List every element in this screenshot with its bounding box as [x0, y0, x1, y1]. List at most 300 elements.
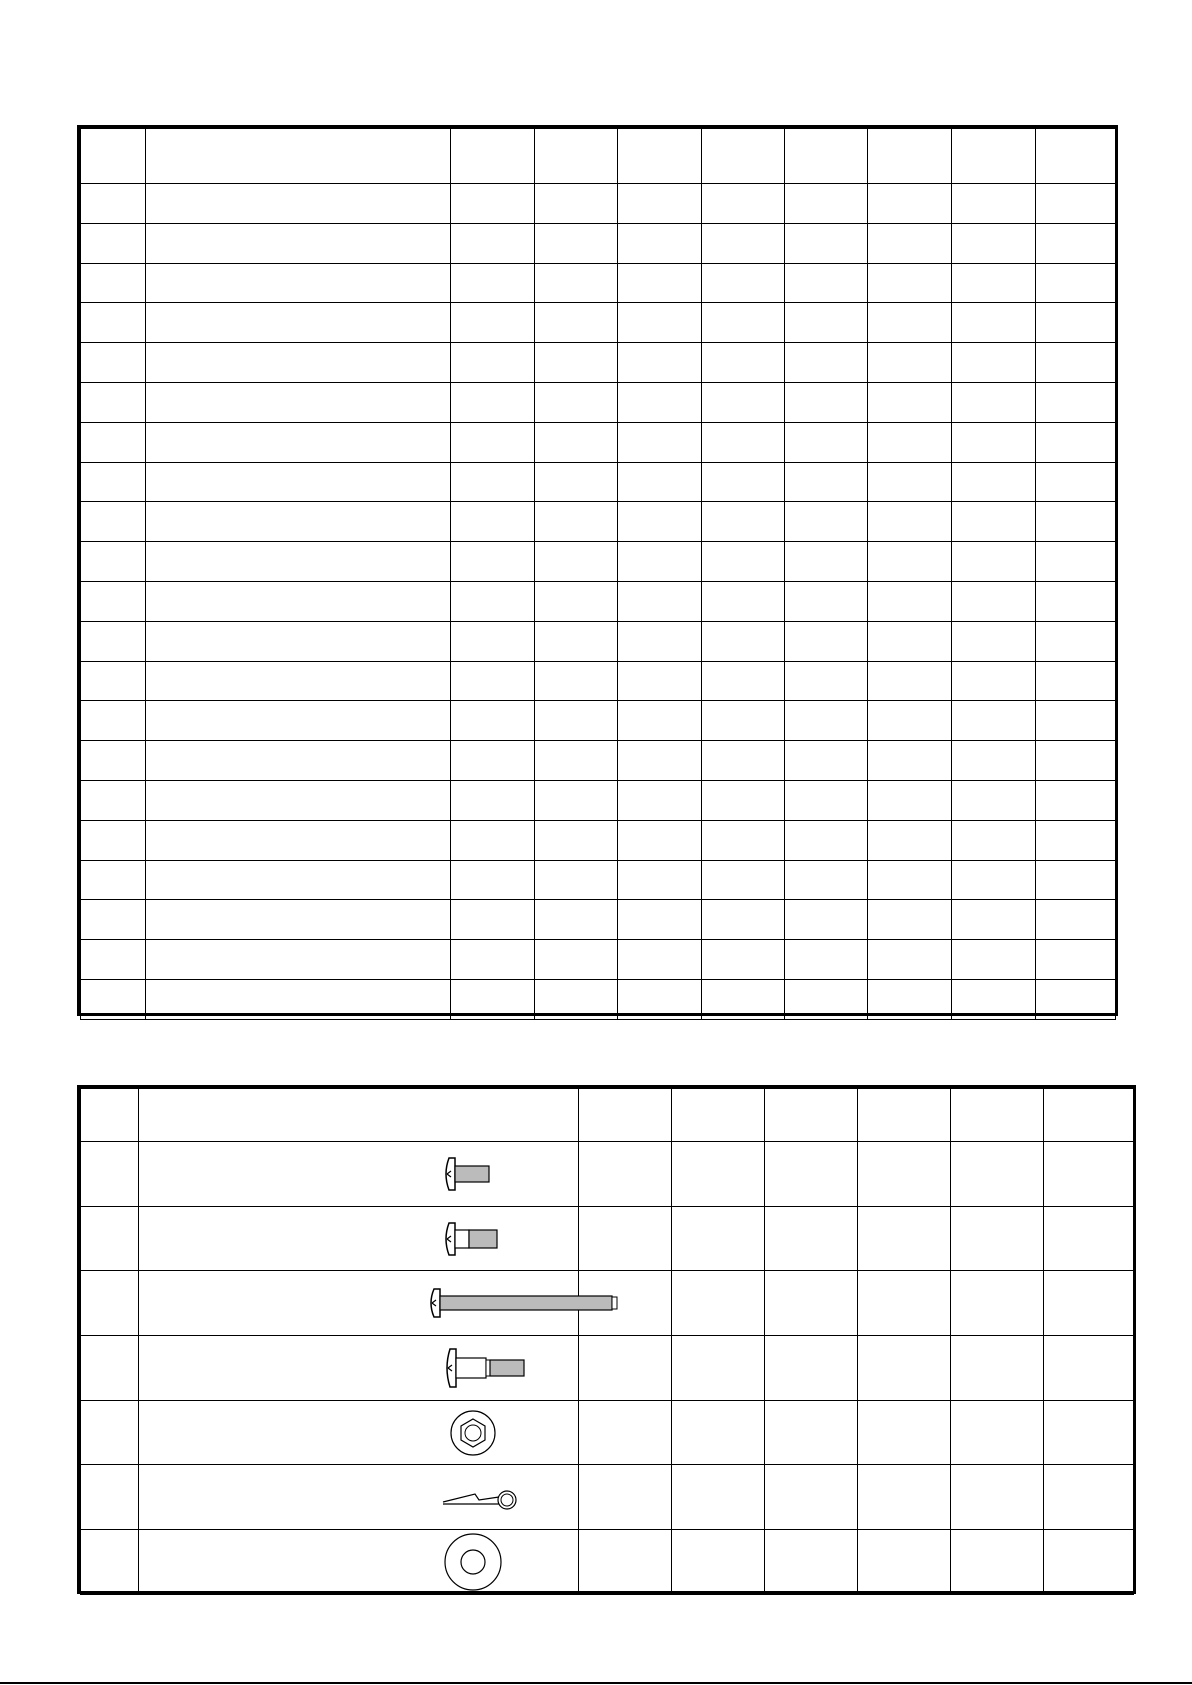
parts-cell [535, 343, 618, 383]
parts-cell [146, 621, 451, 661]
hardware-cell [1044, 1465, 1134, 1530]
parts-cell [785, 661, 868, 701]
parts-cell [785, 860, 868, 900]
parts-cell [952, 343, 1036, 383]
hardware-cell [765, 1206, 858, 1271]
parts-cell [535, 780, 618, 820]
parts-cell [451, 860, 535, 900]
hardware-cell [672, 1142, 765, 1207]
parts-cell [702, 900, 785, 940]
page-bottom-rule [0, 1682, 1192, 1684]
hardware-cell [858, 1465, 951, 1530]
parts-cell [146, 780, 451, 820]
hardware-cell [1044, 1400, 1134, 1465]
parts-cell [535, 701, 618, 741]
parts-cell [1036, 701, 1116, 741]
parts-cell [146, 979, 451, 1019]
parts-cell [146, 581, 451, 621]
parts-cell [146, 303, 451, 343]
parts-header-cell [868, 129, 952, 184]
parts-header-cell [702, 129, 785, 184]
parts-cell [785, 382, 868, 422]
parts-cell [702, 741, 785, 781]
parts-cell [146, 263, 451, 303]
hardware-cell [672, 1206, 765, 1271]
table-row [81, 1465, 1134, 1530]
parts-cell [451, 223, 535, 263]
parts-cell [868, 581, 952, 621]
parts-cell [1036, 382, 1116, 422]
parts-cell [702, 661, 785, 701]
parts-cell [702, 979, 785, 1019]
parts-cell [618, 940, 702, 980]
hardware-header-cell [139, 1089, 579, 1142]
table-row [81, 741, 1116, 781]
hardware-cell [672, 1271, 765, 1336]
parts-cell [451, 343, 535, 383]
parts-cell [952, 223, 1036, 263]
parts-cell [618, 502, 702, 542]
table-row [81, 1336, 1134, 1401]
table-row [81, 820, 1116, 860]
parts-cell [702, 422, 785, 462]
parts-cell [1036, 502, 1116, 542]
parts-cell [535, 820, 618, 860]
table-row [81, 701, 1116, 741]
parts-cell [1036, 621, 1116, 661]
parts-cell [535, 661, 618, 701]
parts-cell [1036, 462, 1116, 502]
parts-cell [702, 780, 785, 820]
parts-cell [146, 820, 451, 860]
table-row [81, 940, 1116, 980]
table-row [81, 502, 1116, 542]
parts-cell [1036, 860, 1116, 900]
hardware-header-cell [81, 1089, 139, 1142]
parts-header-cell [618, 129, 702, 184]
parts-cell [868, 462, 952, 502]
parts-cell [618, 860, 702, 900]
parts-cell [451, 741, 535, 781]
parts-cell [702, 581, 785, 621]
parts-cell [868, 303, 952, 343]
parts-cell [146, 661, 451, 701]
hardware-cell [672, 1400, 765, 1465]
parts-cell [868, 900, 952, 940]
parts-cell [535, 542, 618, 582]
parts-cell [81, 621, 146, 661]
parts-header-cell [535, 129, 618, 184]
parts-cell [451, 184, 535, 224]
parts-cell [618, 303, 702, 343]
hardware-description-cell [139, 1465, 579, 1530]
parts-cell [451, 462, 535, 502]
hardware-cell [951, 1206, 1044, 1271]
parts-cell [451, 263, 535, 303]
parts-cell [952, 860, 1036, 900]
hardware-cell [951, 1465, 1044, 1530]
parts-cell [952, 820, 1036, 860]
parts-cell [146, 860, 451, 900]
hardware-description-cell [139, 1206, 579, 1271]
parts-cell [81, 900, 146, 940]
hardware-cell [579, 1530, 672, 1595]
table-row [81, 581, 1116, 621]
parts-cell [785, 422, 868, 462]
parts-cell [81, 581, 146, 621]
hardware-cell [81, 1400, 139, 1465]
hardware-table [77, 1085, 1136, 1594]
parts-cell [81, 303, 146, 343]
parts-cell [81, 741, 146, 781]
parts-cell [618, 820, 702, 860]
parts-cell [952, 979, 1036, 1019]
parts-cell [618, 542, 702, 582]
hardware-cell [579, 1336, 672, 1401]
parts-cell [535, 263, 618, 303]
hardware-cell [81, 1530, 139, 1595]
hardware-cell [672, 1530, 765, 1595]
parts-cell [81, 860, 146, 900]
hardware-cell [858, 1530, 951, 1595]
hardware-description-cell [139, 1271, 579, 1336]
parts-cell [702, 502, 785, 542]
parts-cell [868, 223, 952, 263]
parts-cell [451, 542, 535, 582]
parts-cell [868, 263, 952, 303]
table-row [81, 1206, 1134, 1271]
hardware-header-cell [951, 1089, 1044, 1142]
parts-cell [702, 701, 785, 741]
parts-cell [451, 979, 535, 1019]
parts-cell [618, 701, 702, 741]
hardware-cell [858, 1142, 951, 1207]
parts-cell [868, 860, 952, 900]
hardware-cell [951, 1271, 1044, 1336]
parts-cell [868, 422, 952, 462]
parts-cell [702, 343, 785, 383]
parts-cell [868, 940, 952, 980]
table-row [81, 661, 1116, 701]
parts-cell [618, 900, 702, 940]
parts-cell [868, 820, 952, 860]
hardware-cell [1044, 1206, 1134, 1271]
hardware-header-row [81, 1089, 1134, 1142]
parts-cell [1036, 343, 1116, 383]
table-row [81, 900, 1116, 940]
table-row [81, 184, 1116, 224]
parts-cell [146, 223, 451, 263]
table-row [81, 223, 1116, 263]
parts-cell [952, 303, 1036, 343]
parts-cell [451, 502, 535, 542]
parts-cell [785, 581, 868, 621]
parts-cell [451, 581, 535, 621]
hardware-cell [765, 1271, 858, 1336]
hardware-cell [765, 1336, 858, 1401]
parts-cell [1036, 184, 1116, 224]
hardware-cell [1044, 1271, 1134, 1336]
hardware-cell [765, 1400, 858, 1465]
hardware-cell [951, 1530, 1044, 1595]
parts-cell [146, 701, 451, 741]
parts-table [77, 125, 1118, 1016]
parts-cell [535, 741, 618, 781]
table-row [81, 979, 1116, 1019]
parts-cell [1036, 223, 1116, 263]
parts-cell [618, 184, 702, 224]
parts-cell [702, 382, 785, 422]
hardware-header-cell [858, 1089, 951, 1142]
hardware-cell [765, 1530, 858, 1595]
parts-cell [618, 621, 702, 661]
hardware-cell [81, 1142, 139, 1207]
table-row [81, 1271, 1134, 1336]
table-row [81, 303, 1116, 343]
parts-cell [618, 462, 702, 502]
parts-cell [146, 343, 451, 383]
parts-cell [952, 502, 1036, 542]
parts-cell [535, 382, 618, 422]
parts-cell [952, 940, 1036, 980]
parts-header-cell [952, 129, 1036, 184]
parts-cell [535, 462, 618, 502]
parts-cell [785, 780, 868, 820]
parts-cell [81, 940, 146, 980]
parts-cell [535, 184, 618, 224]
parts-cell [81, 462, 146, 502]
parts-cell [451, 900, 535, 940]
parts-cell [868, 502, 952, 542]
hardware-cell [1044, 1142, 1134, 1207]
parts-cell [952, 780, 1036, 820]
parts-cell [785, 820, 868, 860]
parts-header-cell [785, 129, 868, 184]
parts-cell [785, 621, 868, 661]
hardware-cell [81, 1271, 139, 1336]
parts-cell [618, 741, 702, 781]
parts-cell [785, 343, 868, 383]
parts-cell [81, 382, 146, 422]
parts-cell [868, 741, 952, 781]
parts-cell [702, 223, 785, 263]
parts-cell [785, 542, 868, 582]
parts-cell [618, 979, 702, 1019]
parts-cell [952, 900, 1036, 940]
hardware-cell [81, 1465, 139, 1530]
hardware-description-cell [139, 1400, 579, 1465]
parts-cell [702, 621, 785, 661]
parts-cell [868, 343, 952, 383]
parts-cell [535, 581, 618, 621]
parts-cell [785, 940, 868, 980]
table-row [81, 860, 1116, 900]
parts-header-cell [451, 129, 535, 184]
parts-cell [952, 581, 1036, 621]
parts-cell [1036, 263, 1116, 303]
parts-cell [81, 184, 146, 224]
parts-cell [785, 900, 868, 940]
parts-cell [785, 979, 868, 1019]
parts-cell [1036, 661, 1116, 701]
parts-cell [146, 741, 451, 781]
parts-cell [535, 223, 618, 263]
parts-cell [618, 780, 702, 820]
parts-cell [146, 422, 451, 462]
hardware-description-cell [139, 1142, 579, 1207]
parts-cell [618, 263, 702, 303]
parts-cell [785, 223, 868, 263]
parts-cell [1036, 780, 1116, 820]
table-row [81, 462, 1116, 502]
parts-cell [1036, 900, 1116, 940]
parts-cell [81, 502, 146, 542]
table-row [81, 1142, 1134, 1207]
parts-cell [952, 263, 1036, 303]
parts-cell [785, 462, 868, 502]
parts-cell [535, 900, 618, 940]
parts-cell [146, 900, 451, 940]
hardware-cell [579, 1465, 672, 1530]
parts-cell [535, 979, 618, 1019]
parts-cell [535, 940, 618, 980]
parts-cell [81, 223, 146, 263]
parts-cell [81, 343, 146, 383]
parts-cell [451, 422, 535, 462]
parts-cell [702, 184, 785, 224]
parts-cell [535, 303, 618, 343]
parts-cell [146, 462, 451, 502]
parts-cell [952, 184, 1036, 224]
parts-cell [1036, 979, 1116, 1019]
parts-cell [451, 661, 535, 701]
parts-cell [1036, 741, 1116, 781]
hardware-cell [858, 1336, 951, 1401]
parts-cell [868, 621, 952, 661]
hardware-cell [579, 1206, 672, 1271]
hardware-cell [951, 1400, 1044, 1465]
hardware-cell [1044, 1530, 1134, 1595]
parts-cell [451, 820, 535, 860]
parts-cell [785, 741, 868, 781]
parts-cell [952, 621, 1036, 661]
parts-cell [535, 502, 618, 542]
parts-cell [1036, 303, 1116, 343]
hardware-cell [672, 1465, 765, 1530]
parts-cell [868, 661, 952, 701]
parts-cell [81, 263, 146, 303]
parts-cell [702, 542, 785, 582]
hardware-description-cell [139, 1336, 579, 1401]
hardware-header-cell [765, 1089, 858, 1142]
parts-header-cell [81, 129, 146, 184]
parts-cell [952, 701, 1036, 741]
parts-cell [952, 382, 1036, 422]
parts-cell [618, 661, 702, 701]
parts-cell [618, 343, 702, 383]
parts-header-row [81, 129, 1116, 184]
parts-cell [451, 940, 535, 980]
parts-cell [1036, 542, 1116, 582]
parts-cell [952, 741, 1036, 781]
hardware-cell [951, 1142, 1044, 1207]
parts-cell [785, 263, 868, 303]
hardware-cell [579, 1142, 672, 1207]
parts-cell [146, 184, 451, 224]
parts-header-cell [1036, 129, 1116, 184]
hardware-cell [765, 1465, 858, 1530]
hardware-cell [579, 1400, 672, 1465]
parts-cell [618, 382, 702, 422]
hardware-cell [1044, 1336, 1134, 1401]
table-row [81, 263, 1116, 303]
parts-cell [618, 581, 702, 621]
parts-cell [146, 502, 451, 542]
parts-cell [868, 542, 952, 582]
parts-header-cell [146, 129, 451, 184]
parts-cell [451, 382, 535, 422]
parts-cell [952, 542, 1036, 582]
hardware-cell [858, 1271, 951, 1336]
hardware-header-cell [672, 1089, 765, 1142]
hardware-description-cell [139, 1530, 579, 1595]
parts-cell [146, 542, 451, 582]
parts-cell [451, 621, 535, 661]
table-row [81, 343, 1116, 383]
parts-cell [952, 661, 1036, 701]
hardware-cell [672, 1336, 765, 1401]
table-row [81, 621, 1116, 661]
parts-cell [81, 979, 146, 1019]
parts-cell [702, 940, 785, 980]
parts-cell [785, 303, 868, 343]
parts-cell [785, 184, 868, 224]
hardware-cell [858, 1400, 951, 1465]
parts-cell [146, 940, 451, 980]
table-row [81, 422, 1116, 462]
hardware-header-cell [579, 1089, 672, 1142]
table-row [81, 1530, 1134, 1595]
hardware-cell [951, 1336, 1044, 1401]
parts-cell [81, 661, 146, 701]
table-row [81, 1400, 1134, 1465]
parts-cell [702, 303, 785, 343]
parts-cell [451, 303, 535, 343]
parts-cell [702, 860, 785, 900]
parts-cell [702, 462, 785, 502]
parts-cell [618, 422, 702, 462]
hardware-cell [765, 1142, 858, 1207]
parts-cell [785, 502, 868, 542]
parts-cell [785, 701, 868, 741]
parts-cell [952, 462, 1036, 502]
parts-cell [81, 542, 146, 582]
parts-cell [702, 820, 785, 860]
parts-cell [146, 382, 451, 422]
parts-cell [868, 382, 952, 422]
parts-cell [952, 422, 1036, 462]
table-row [81, 382, 1116, 422]
hardware-header-cell [1044, 1089, 1134, 1142]
parts-cell [868, 780, 952, 820]
table-row [81, 542, 1116, 582]
parts-cell [535, 621, 618, 661]
parts-cell [451, 701, 535, 741]
parts-cell [1036, 940, 1116, 980]
parts-cell [1036, 581, 1116, 621]
parts-cell [618, 223, 702, 263]
parts-cell [535, 422, 618, 462]
